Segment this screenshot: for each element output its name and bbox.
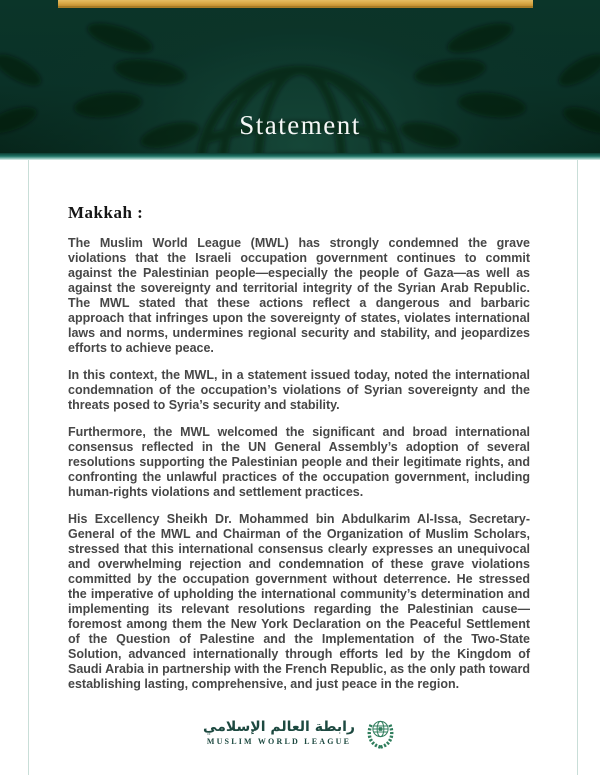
left-frame-line bbox=[28, 160, 29, 775]
statement-paragraph-4: His Excellency Sheikh Dr. Mohammed bin Abdulkarim Al-Issa, Secretary-General of the MWL and Chairman of the Organization of Muslim Scholars, stressed that this international consensus clearly expresses an unequivocal and overwhelming rejection and condemnation of these grave violations committed by the occupation government without deterrence. He stressed the imperative of upholding the international community’s determination and implementing its relevant resolutions regarding the Palestinian cause—foremost among them the New York Declaration on the Peaceful Settlement of the Question of Palestine and the Implementation of the Two-State Solution, advanced internationally through efforts led by the Kingdom of Saudi Arabia in partnership with the French Republic, as the only path toward establishing lasting, comprehensive, and just peace in the region. bbox=[68, 512, 530, 691]
mwl-logo-text bbox=[203, 720, 355, 746]
mwl-emblem-icon bbox=[364, 716, 397, 749]
location-heading: Makkah : bbox=[68, 203, 144, 222]
statement-body bbox=[0, 160, 600, 775]
page-title: Statement bbox=[239, 110, 361, 140]
mwl-org-name: MUSLIM WORLD LEAGUE bbox=[206, 736, 352, 746]
header-banner bbox=[0, 0, 600, 153]
statement-paragraph-3: Furthermore, the MWL welcomed the significant and broad international consensus reflected in the UN General Assembly’s adoption of several resolutions supporting the Palestinian people and their legitimate rights, and confronting the unlawful practices of the occupation government, including human-rights violations and settlement practices. bbox=[68, 425, 530, 499]
statement-paragraph-1: The Muslim World League (MWL) has strongly condemned the grave violations that the Israeli occupation government continues to commit against the Palestinian people—especially the people of Gaza—as well as against the sovereignty and territorial integrity of the Syrian Arab Republic. The MWL stated that these actions reflect a dangerous and barbaric approach that infringes upon the sovereignty of states, violates international laws and norms, undermines regional security and stability, and jeopardizes efforts to achieve peace. bbox=[68, 236, 530, 355]
header-divider bbox=[0, 153, 600, 160]
mwl-arabic-name: رابطة العالم الإسلامي bbox=[203, 718, 355, 735]
mwl-logo bbox=[0, 716, 600, 749]
right-frame-line bbox=[577, 160, 578, 775]
statement-paragraph-2: In this context, the MWL, in a statement issued today, noted the international condemnation of the occupation’s violations of Syrian sovereignty and the threats posed to Syria’s security and stability. bbox=[68, 368, 530, 412]
